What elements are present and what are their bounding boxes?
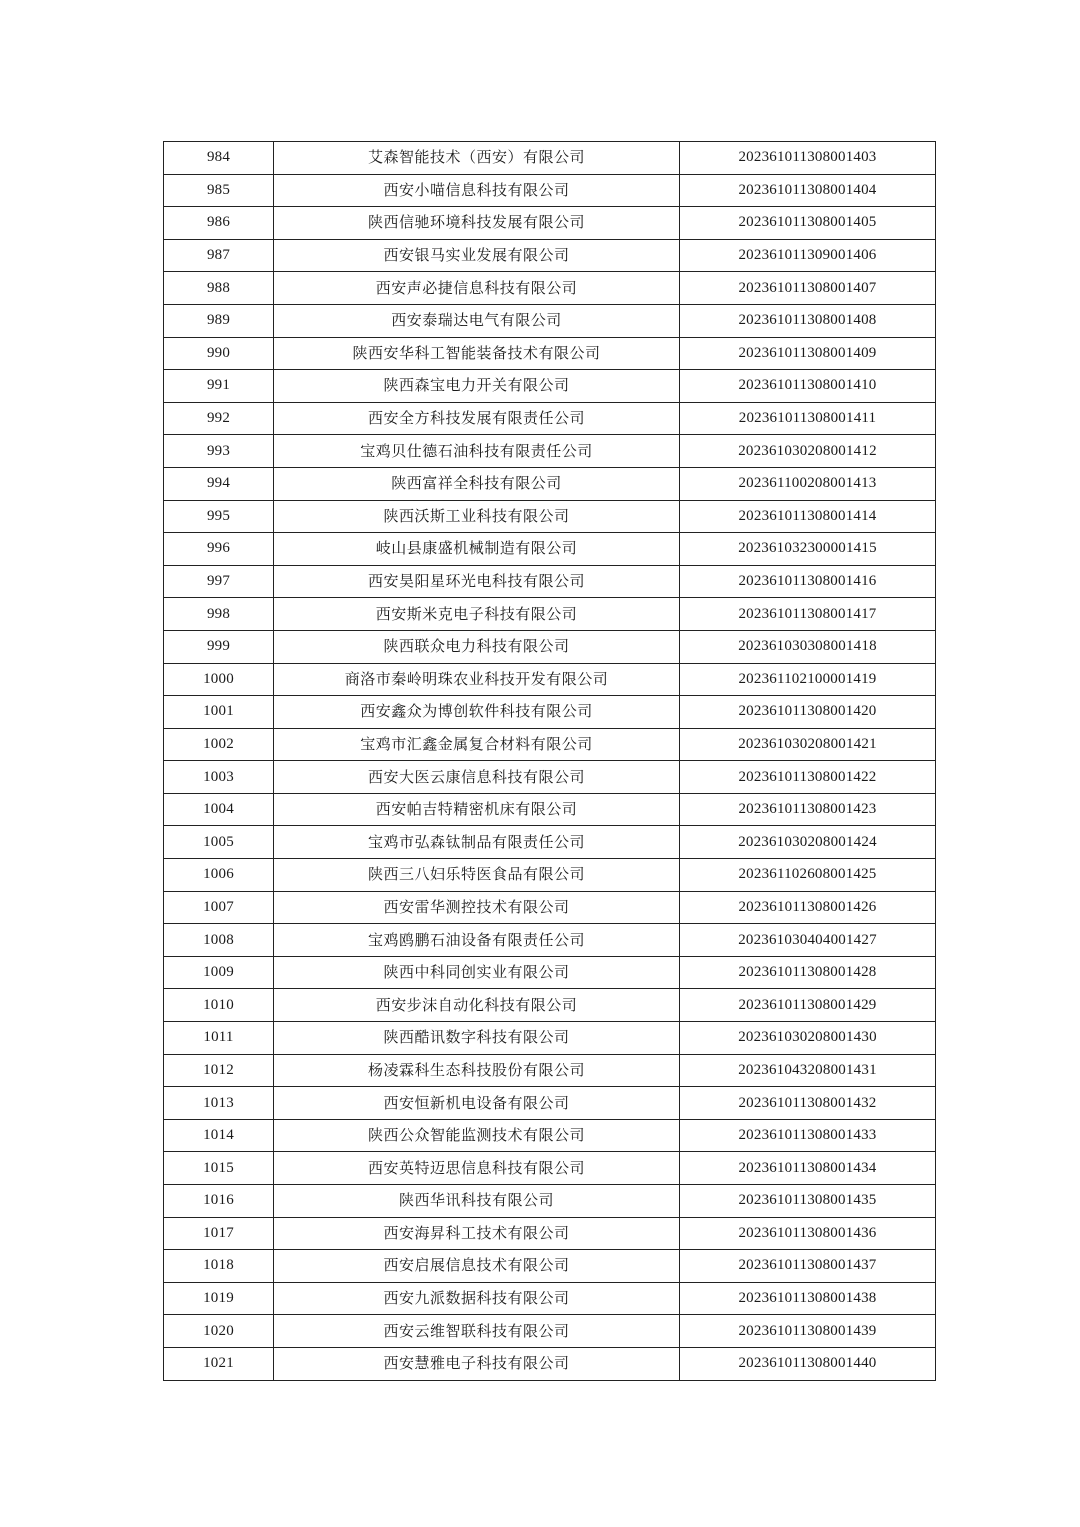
company-name-cell: 宝鸡鸥鹏石油设备有限责任公司 bbox=[274, 924, 680, 957]
row-index-cell: 1001 bbox=[164, 696, 274, 729]
row-index-cell: 998 bbox=[164, 598, 274, 631]
registration-code-cell: 202361102100001419 bbox=[680, 663, 936, 696]
table-row bbox=[164, 142, 936, 175]
row-index-cell: 989 bbox=[164, 304, 274, 337]
table-row bbox=[164, 1250, 936, 1283]
company-name-cell: 西安小喵信息科技有限公司 bbox=[274, 174, 680, 207]
row-index-cell: 1006 bbox=[164, 859, 274, 892]
table-row bbox=[164, 859, 936, 892]
company-name-cell: 西安帕吉特精密机床有限公司 bbox=[274, 793, 680, 826]
registration-code-cell: 202361030208001424 bbox=[680, 826, 936, 859]
row-index-cell: 999 bbox=[164, 630, 274, 663]
company-name-cell: 西安步沫自动化科技有限公司 bbox=[274, 989, 680, 1022]
company-name-cell: 西安泰瑞达电气有限公司 bbox=[274, 304, 680, 337]
registration-code-cell: 202361011308001432 bbox=[680, 1087, 936, 1120]
registration-code-cell: 202361030308001418 bbox=[680, 630, 936, 663]
company-name-cell: 岐山县康盛机械制造有限公司 bbox=[274, 533, 680, 566]
row-index-cell: 1014 bbox=[164, 1119, 274, 1152]
table-row bbox=[164, 956, 936, 989]
row-index-cell: 994 bbox=[164, 467, 274, 500]
company-registry-table bbox=[163, 141, 936, 1381]
registration-code-cell: 202361011308001410 bbox=[680, 370, 936, 403]
row-index-cell: 987 bbox=[164, 239, 274, 272]
registration-code-cell: 202361032300001415 bbox=[680, 533, 936, 566]
table-row bbox=[164, 1087, 936, 1120]
row-index-cell: 1007 bbox=[164, 891, 274, 924]
registration-code-cell: 202361011309001406 bbox=[680, 239, 936, 272]
row-index-cell: 985 bbox=[164, 174, 274, 207]
company-name-cell: 西安慧雅电子科技有限公司 bbox=[274, 1347, 680, 1380]
row-index-cell: 997 bbox=[164, 565, 274, 598]
registration-code-cell: 202361011308001404 bbox=[680, 174, 936, 207]
registration-code-cell: 202361011308001416 bbox=[680, 565, 936, 598]
registration-code-cell: 202361011308001422 bbox=[680, 761, 936, 794]
row-index-cell: 1012 bbox=[164, 1054, 274, 1087]
row-index-cell: 1009 bbox=[164, 956, 274, 989]
registration-code-cell: 202361030208001430 bbox=[680, 1022, 936, 1055]
row-index-cell: 1011 bbox=[164, 1022, 274, 1055]
row-index-cell: 1003 bbox=[164, 761, 274, 794]
table-row bbox=[164, 337, 936, 370]
table-row bbox=[164, 533, 936, 566]
company-name-cell: 西安云维智联科技有限公司 bbox=[274, 1315, 680, 1348]
company-name-cell: 陕西三八妇乐特医食品有限公司 bbox=[274, 859, 680, 892]
table-row bbox=[164, 1315, 936, 1348]
company-name-cell: 陕西华讯科技有限公司 bbox=[274, 1185, 680, 1218]
table-row bbox=[164, 1217, 936, 1250]
company-name-cell: 宝鸡贝仕德石油科技有限责任公司 bbox=[274, 435, 680, 468]
company-name-cell: 陕西公众智能监测技术有限公司 bbox=[274, 1119, 680, 1152]
table-row bbox=[164, 1022, 936, 1055]
row-index-cell: 996 bbox=[164, 533, 274, 566]
registration-code-cell: 202361030208001412 bbox=[680, 435, 936, 468]
table-row bbox=[164, 370, 936, 403]
registration-code-cell: 202361011308001414 bbox=[680, 500, 936, 533]
company-name-cell: 杨凌霖科生态科技股份有限公司 bbox=[274, 1054, 680, 1087]
row-index-cell: 991 bbox=[164, 370, 274, 403]
registration-code-cell: 202361011308001426 bbox=[680, 891, 936, 924]
table-row bbox=[164, 1054, 936, 1087]
company-name-cell: 陕西酷讯数字科技有限公司 bbox=[274, 1022, 680, 1055]
registration-code-cell: 202361011308001429 bbox=[680, 989, 936, 1022]
row-index-cell: 984 bbox=[164, 142, 274, 175]
company-name-cell: 西安海昇科工技术有限公司 bbox=[274, 1217, 680, 1250]
registration-code-cell: 202361102608001425 bbox=[680, 859, 936, 892]
registration-code-cell: 202361043208001431 bbox=[680, 1054, 936, 1087]
table-row bbox=[164, 630, 936, 663]
registration-code-cell: 202361100208001413 bbox=[680, 467, 936, 500]
company-name-cell: 艾森智能技术（西安）有限公司 bbox=[274, 142, 680, 175]
company-name-cell: 西安银马实业发展有限公司 bbox=[274, 239, 680, 272]
table-row bbox=[164, 272, 936, 305]
row-index-cell: 1017 bbox=[164, 1217, 274, 1250]
row-index-cell: 992 bbox=[164, 402, 274, 435]
registration-code-cell: 202361011308001411 bbox=[680, 402, 936, 435]
company-name-cell: 西安昊阳星环光电科技有限公司 bbox=[274, 565, 680, 598]
registration-code-cell: 202361011308001420 bbox=[680, 696, 936, 729]
company-name-cell: 西安启展信息技术有限公司 bbox=[274, 1250, 680, 1283]
company-name-cell: 陕西联众电力科技有限公司 bbox=[274, 630, 680, 663]
company-name-cell: 西安声必捷信息科技有限公司 bbox=[274, 272, 680, 305]
table-row bbox=[164, 598, 936, 631]
company-name-cell: 陕西信驰环境科技发展有限公司 bbox=[274, 207, 680, 240]
table-row bbox=[164, 207, 936, 240]
row-index-cell: 1005 bbox=[164, 826, 274, 859]
registration-code-cell: 202361011308001423 bbox=[680, 793, 936, 826]
table-row bbox=[164, 761, 936, 794]
row-index-cell: 995 bbox=[164, 500, 274, 533]
table-row bbox=[164, 500, 936, 533]
company-name-cell: 西安英特迈思信息科技有限公司 bbox=[274, 1152, 680, 1185]
table-row bbox=[164, 1185, 936, 1218]
registration-code-cell: 202361011308001435 bbox=[680, 1185, 936, 1218]
company-name-cell: 西安斯米克电子科技有限公司 bbox=[274, 598, 680, 631]
registration-code-cell: 202361011308001417 bbox=[680, 598, 936, 631]
company-name-cell: 西安九派数据科技有限公司 bbox=[274, 1282, 680, 1315]
row-index-cell: 1016 bbox=[164, 1185, 274, 1218]
company-name-cell: 西安恒新机电设备有限公司 bbox=[274, 1087, 680, 1120]
table-row bbox=[164, 1282, 936, 1315]
table-row bbox=[164, 793, 936, 826]
registration-code-cell: 202361011308001405 bbox=[680, 207, 936, 240]
row-index-cell: 988 bbox=[164, 272, 274, 305]
registration-code-cell: 202361011308001403 bbox=[680, 142, 936, 175]
table-row bbox=[164, 989, 936, 1022]
table-row bbox=[164, 435, 936, 468]
row-index-cell: 1004 bbox=[164, 793, 274, 826]
registration-code-cell: 202361011308001440 bbox=[680, 1347, 936, 1380]
registration-code-cell: 202361030208001421 bbox=[680, 728, 936, 761]
registration-code-cell: 202361011308001438 bbox=[680, 1282, 936, 1315]
company-name-cell: 宝鸡市汇鑫金属复合材料有限公司 bbox=[274, 728, 680, 761]
row-index-cell: 1008 bbox=[164, 924, 274, 957]
company-name-cell: 陕西富祥全科技有限公司 bbox=[274, 467, 680, 500]
table-row bbox=[164, 402, 936, 435]
registration-code-cell: 202361011308001436 bbox=[680, 1217, 936, 1250]
row-index-cell: 1002 bbox=[164, 728, 274, 761]
registration-code-cell: 202361011308001433 bbox=[680, 1119, 936, 1152]
company-name-cell: 西安雷华测控技术有限公司 bbox=[274, 891, 680, 924]
company-name-cell: 宝鸡市弘森钛制品有限责任公司 bbox=[274, 826, 680, 859]
company-name-cell: 商洛市秦岭明珠农业科技开发有限公司 bbox=[274, 663, 680, 696]
company-name-cell: 陕西沃斯工业科技有限公司 bbox=[274, 500, 680, 533]
company-name-cell: 陕西中科同创实业有限公司 bbox=[274, 956, 680, 989]
row-index-cell: 1018 bbox=[164, 1250, 274, 1283]
company-name-cell: 陕西森宝电力开关有限公司 bbox=[274, 370, 680, 403]
table-body bbox=[164, 142, 936, 1381]
table-row bbox=[164, 826, 936, 859]
table-row bbox=[164, 1119, 936, 1152]
table-row bbox=[164, 924, 936, 957]
registration-code-cell: 202361011308001408 bbox=[680, 304, 936, 337]
table-row bbox=[164, 696, 936, 729]
registration-code-cell: 202361011308001437 bbox=[680, 1250, 936, 1283]
row-index-cell: 1019 bbox=[164, 1282, 274, 1315]
company-name-cell: 西安大医云康信息科技有限公司 bbox=[274, 761, 680, 794]
table-row bbox=[164, 565, 936, 598]
company-name-cell: 西安鑫众为博创软件科技有限公司 bbox=[274, 696, 680, 729]
registration-code-cell: 202361011308001409 bbox=[680, 337, 936, 370]
row-index-cell: 1010 bbox=[164, 989, 274, 1022]
row-index-cell: 1015 bbox=[164, 1152, 274, 1185]
company-name-cell: 陕西安华科工智能装备技术有限公司 bbox=[274, 337, 680, 370]
table-row bbox=[164, 728, 936, 761]
registration-code-cell: 202361011308001439 bbox=[680, 1315, 936, 1348]
row-index-cell: 1000 bbox=[164, 663, 274, 696]
row-index-cell: 1013 bbox=[164, 1087, 274, 1120]
registration-code-cell: 202361011308001434 bbox=[680, 1152, 936, 1185]
company-name-cell: 西安全方科技发展有限责任公司 bbox=[274, 402, 680, 435]
registration-code-cell: 202361011308001407 bbox=[680, 272, 936, 305]
registration-code-cell: 202361011308001428 bbox=[680, 956, 936, 989]
table-row bbox=[164, 304, 936, 337]
row-index-cell: 990 bbox=[164, 337, 274, 370]
table-row bbox=[164, 467, 936, 500]
table-row bbox=[164, 174, 936, 207]
table-row bbox=[164, 239, 936, 272]
table-row bbox=[164, 1347, 936, 1380]
row-index-cell: 1021 bbox=[164, 1347, 274, 1380]
row-index-cell: 993 bbox=[164, 435, 274, 468]
registration-code-cell: 202361030404001427 bbox=[680, 924, 936, 957]
table-row bbox=[164, 891, 936, 924]
table-row bbox=[164, 663, 936, 696]
row-index-cell: 1020 bbox=[164, 1315, 274, 1348]
table-row bbox=[164, 1152, 936, 1185]
row-index-cell: 986 bbox=[164, 207, 274, 240]
